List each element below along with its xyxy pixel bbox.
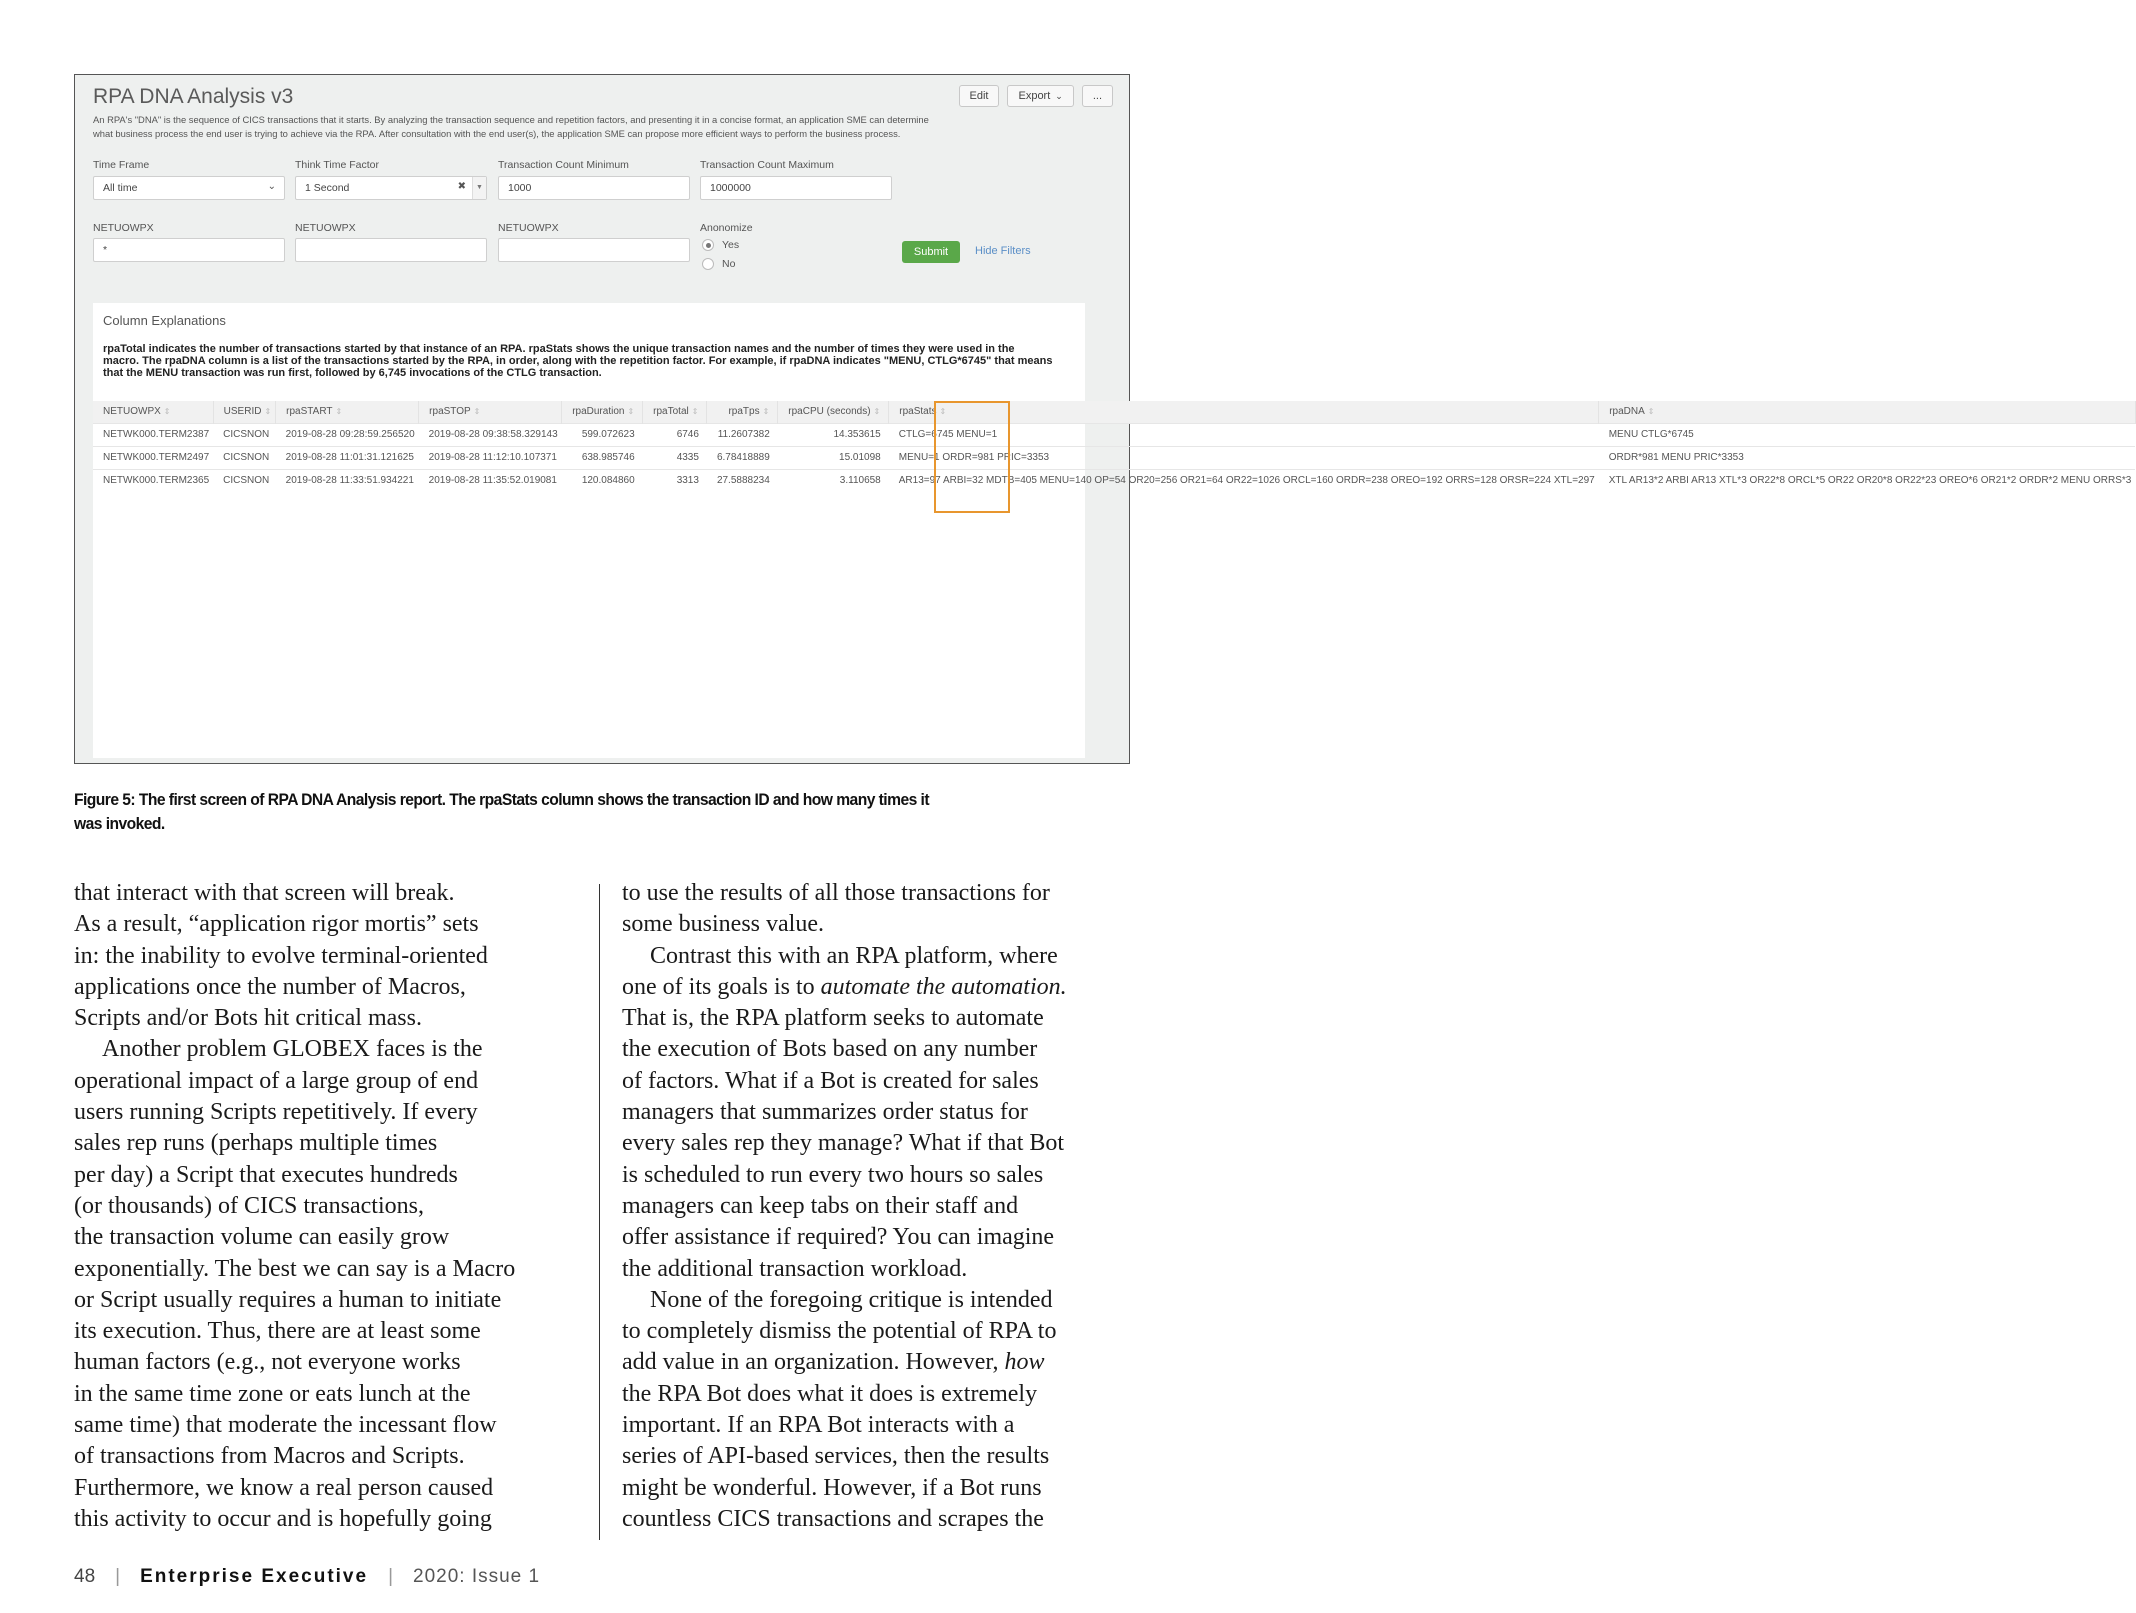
anonomize-no-label: No	[722, 258, 736, 270]
text-line: series of API-based services, then the results	[622, 1443, 1050, 1470]
text-line: None of the foregoing critique is intended	[650, 1286, 1053, 1313]
cell-stats: CTLG=6745 MENU=1	[889, 423, 1599, 446]
publication-name: Enterprise Executive	[140, 1566, 369, 1587]
header-label: rpaCPU (seconds)	[788, 406, 871, 418]
text-line: Furthermore, we know a real person caused	[74, 1474, 494, 1501]
results-table	[93, 401, 2136, 492]
text-line: the additional transaction workload.	[622, 1255, 968, 1282]
edit-label: Edit	[969, 90, 989, 102]
cell-tps: 27.5888234	[707, 469, 778, 492]
more-button[interactable]	[1082, 85, 1113, 107]
text-line: the transaction volume can easily grow	[74, 1224, 450, 1251]
time-frame-label: Time Frame	[93, 159, 150, 171]
cell-netuowpx: NETWK000.TERM2497	[93, 446, 213, 469]
netuowpx-3-label: NETUOWPX	[498, 222, 559, 234]
footer-separator: |	[115, 1566, 121, 1587]
count-min-input[interactable]	[498, 176, 690, 200]
page-footer	[74, 1566, 540, 1588]
text-line: or Script usually requires a human to initiate	[74, 1286, 502, 1313]
cell-cpu: 15.01098	[778, 446, 889, 469]
rpastats-highlight	[934, 401, 1010, 513]
cell-tps: 6.78418889	[707, 446, 778, 469]
count-min-value: 1000	[508, 182, 532, 194]
cell-dna: MENU CTLG*6745	[1599, 423, 2136, 446]
text-line: Another problem GLOBEX faces is the	[102, 1036, 483, 1063]
cell-total: 6746	[643, 423, 707, 446]
netuowpx-3-input[interactable]	[498, 238, 690, 262]
cell-netuowpx: NETWK000.TERM2387	[93, 423, 213, 446]
col-header-rpatps[interactable]	[707, 401, 778, 423]
think-time-value: 1 Second	[305, 182, 350, 194]
netuowpx-2-input[interactable]	[295, 238, 487, 262]
rpa-dashboard	[93, 83, 2132, 758]
text-line	[622, 1347, 1142, 1378]
text-line: exponentially. The best we can say is a Macro	[74, 1255, 516, 1282]
cell-total: 3313	[643, 469, 707, 492]
cell-stop: 2019-08-28 11:35:52.019081	[419, 469, 562, 492]
cell-userid: CICSNON	[213, 469, 276, 492]
hide-filters-link[interactable]: Hide Filters	[975, 245, 1031, 257]
figure-caption: Figure 5: The first screen of RPA DNA Analysis report. The rpaStats column shows the transaction ID and how many times it was invoked.	[74, 790, 929, 833]
italic-emphasis: automate the automation.	[820, 973, 1067, 1000]
col-header-rpacpu[interactable]	[778, 401, 889, 423]
text-line: in: the inability to evolve terminal-oriented	[74, 942, 488, 969]
text-line: every sales rep they manage? What if that Bot	[622, 1130, 1065, 1157]
cell-duration: 599.072623	[562, 423, 643, 446]
chevron-down-icon: ⌄	[267, 181, 276, 192]
col-header-rpastart[interactable]	[276, 401, 419, 423]
text-line: (or thousands) of CICS transactions,	[74, 1192, 424, 1219]
anonomize-yes-option[interactable]	[702, 239, 739, 251]
cell-stats: AR13=97 ARBI=32 MDTB=405 MENU=140 OP=54 OR20=256 OR21=64 OR22=1026 ORCL=160 ORDR=238 OREO=192 ORRS=128 ORSR=224 XTL=297	[889, 469, 1599, 492]
text-line: countless CICS transactions and scrapes the	[622, 1505, 1044, 1532]
cell-start: 2019-08-28 11:33:51.934221	[276, 469, 419, 492]
text-line: applications once the number of Macros,	[74, 973, 466, 1000]
text-line: users running Scripts repetitively. If every	[74, 1099, 478, 1126]
panel-title: Column Explanations	[103, 313, 226, 328]
time-frame-value: All time	[103, 182, 138, 194]
text-line: of transactions from Macros and Scripts.	[74, 1443, 465, 1470]
col-header-rpatotal[interactable]	[643, 401, 707, 423]
text-line: As a result, “application rigor mortis” sets	[74, 911, 479, 938]
cell-start: 2019-08-28 09:28:59.256520	[276, 423, 419, 446]
text-line: might be wonderful. However, if a Bot runs	[622, 1474, 1042, 1501]
column-explanations-text: rpaTotal indicates the number of transactions started by that instance of an RPA. rpaStats shows the unique transaction names and the number of times they were used in the macro. The rpaDNA column is a list of the transactions started by the RPA, in order, along with the repetition factor. For example, if rpaDNA indicates "MENU, CTLG*6745" that means that the MENU transaction was run first, followed by 6,745 invocations of the CTLG transaction.	[103, 343, 1053, 379]
column-divider	[599, 884, 600, 1540]
cell-stop: 2019-08-28 11:12:10.107371	[419, 446, 562, 469]
cell-start: 2019-08-28 11:01:31.121625	[276, 446, 419, 469]
export-button[interactable]	[1007, 85, 1073, 107]
issue-label: 2020: Issue 1	[413, 1566, 541, 1587]
text-line: human factors (e.g., not everyone works	[74, 1349, 461, 1376]
table-row[interactable]	[93, 423, 2135, 446]
cell-userid: CICSNON	[213, 446, 276, 469]
anonomize-label: Anonomize	[700, 222, 753, 234]
more-label: ...	[1092, 90, 1102, 102]
text-line: is scheduled to run every two hours so sales	[622, 1161, 1044, 1188]
results-panel	[93, 303, 2132, 758]
sort-icon: ⇕	[163, 407, 171, 417]
cell-cpu: 14.353615	[778, 423, 889, 446]
text-line: same time) that moderate the incessant flow	[74, 1412, 497, 1439]
time-frame-select[interactable]	[93, 176, 285, 200]
count-max-label: Transaction Count Maximum	[700, 159, 834, 171]
cell-stats: MENU=1 ORDR=981 PRIC=3353	[889, 446, 1599, 469]
text-line: Contrast this with an RPA platform, where	[650, 942, 1058, 969]
radio-unselected-icon[interactable]	[702, 258, 714, 270]
anonomize-yes-label: Yes	[722, 239, 740, 251]
anonomize-no-option[interactable]	[702, 258, 735, 270]
netuowpx-1-value: *	[103, 244, 108, 256]
text-line: its execution. Thus, there are at least some	[74, 1318, 481, 1345]
sort-icon: ⇕	[939, 407, 947, 417]
sort-icon: ⇕	[264, 407, 272, 417]
toolbar	[959, 85, 1113, 107]
col-header-rpaduration[interactable]	[562, 401, 643, 423]
header-label: rpaTps	[728, 406, 760, 418]
body-column-left	[74, 878, 574, 1535]
edit-button[interactable]	[959, 85, 1000, 107]
radio-selected-icon[interactable]	[702, 239, 714, 251]
sort-icon: ⇕	[335, 407, 343, 417]
text-line: offer assistance if required? You can imagine	[622, 1224, 1055, 1251]
header-label: USERID	[223, 406, 262, 418]
sort-icon: ⇕	[1647, 407, 1655, 417]
text-line: sales rep runs (perhaps multiple times	[74, 1130, 438, 1157]
table-row[interactable]	[93, 446, 2135, 469]
header-label: rpaSTOP	[429, 406, 471, 418]
cell-duration: 638.985746	[562, 446, 643, 469]
sort-icon: ⇕	[691, 407, 699, 417]
chevron-down-icon: ⌄	[1055, 91, 1063, 101]
text-line: some business value.	[622, 911, 824, 938]
col-header-rpastop[interactable]	[419, 401, 562, 423]
page-number: 48	[74, 1566, 96, 1587]
text-line: managers can keep tabs on their staff and	[622, 1192, 1019, 1219]
col-header-rpadna[interactable]	[1599, 401, 2136, 423]
header-label: rpaDNA	[1609, 406, 1645, 418]
text-line	[622, 972, 1142, 1003]
count-max-value: 1000000	[710, 182, 751, 194]
submit-button[interactable]: Submit	[902, 241, 960, 263]
col-header-userid[interactable]	[213, 401, 276, 423]
header-label: rpaTotal	[653, 406, 689, 418]
clear-icon[interactable]: ✖	[457, 181, 466, 192]
sort-icon: ⇕	[873, 407, 881, 417]
italic-emphasis: how	[1004, 1349, 1045, 1376]
text-line: to completely dismiss the potential of RPA to	[622, 1318, 1057, 1345]
cell-netuowpx: NETWK000.TERM2365	[93, 469, 213, 492]
table-row[interactable]	[93, 469, 2135, 492]
think-time-label: Think Time Factor	[295, 159, 380, 171]
header-label: rpaDuration	[572, 406, 625, 418]
cell-dna: XTL AR13*2 ARBI AR13 XTL*3 OR22*8 ORCL*5 OR22 OR20*8 OR22*23 OREO*6 OR21*2 ORDR*2 MENU ORRS*3	[1599, 469, 2136, 492]
text-line: per day) a Script that executes hundreds	[74, 1161, 458, 1188]
header-label: rpaStats	[899, 406, 937, 418]
netuowpx-1-input[interactable]	[93, 238, 285, 262]
text-line: managers that summarizes order status for	[622, 1099, 1028, 1126]
sort-icon: ⇕	[473, 407, 481, 417]
netuowpx-1-label: NETUOWPX	[93, 222, 154, 234]
cell-dna: ORDR*981 MENU PRIC*3353	[1599, 446, 2136, 469]
cell-duration: 120.084860	[562, 469, 643, 492]
think-time-select[interactable]	[295, 176, 487, 200]
cell-cpu: 3.110658	[778, 469, 889, 492]
sort-icon: ⇕	[627, 407, 635, 417]
text-line: operational impact of a large group of end	[74, 1067, 479, 1094]
table-header-row	[93, 401, 2135, 423]
count-max-input[interactable]	[700, 176, 892, 200]
export-label: Export	[1018, 90, 1051, 102]
cell-tps: 11.2607382	[707, 423, 778, 446]
text-segment: one of its goals is to	[622, 973, 821, 1000]
dashboard-title: RPA DNA Analysis v3	[93, 85, 294, 108]
dashboard-description: An RPA's "DNA" is the sequence of CICS transactions that it starts. By analyzing the transaction sequence and repetition factors, and presenting it in a concise format, an application SME can determine what business process the end user is trying to achieve via the RPA. After consultation with the end user(s), the application SME can propose more efficient ways to perform the business process.	[93, 114, 929, 139]
cell-stop: 2019-08-28 09:38:58.329143	[419, 423, 562, 446]
text-line: important. If an RPA Bot interacts with a	[622, 1412, 1015, 1439]
col-header-netuowpx[interactable]	[93, 401, 213, 423]
dropdown-arrow-icon[interactable]: ▼	[472, 177, 486, 199]
figure-screenshot	[74, 74, 2132, 764]
header-label: rpaSTART	[286, 406, 333, 418]
footer-separator: |	[388, 1566, 393, 1587]
text-line: of factors. What if a Bot is created for sales	[622, 1067, 1039, 1094]
text-line: this activity to occur and is hopefully going	[74, 1505, 492, 1532]
count-min-label: Transaction Count Minimum	[498, 159, 629, 171]
netuowpx-2-label: NETUOWPX	[295, 222, 356, 234]
cell-total: 4335	[643, 446, 707, 469]
header-label: NETUOWPX	[103, 406, 161, 418]
body-column-right	[622, 878, 1142, 1535]
text-line: to use the results of all those transactions for	[622, 880, 1050, 906]
text-line: that interact with that screen will break.	[74, 880, 455, 906]
cell-userid: CICSNON	[213, 423, 276, 446]
text-line: the execution of Bots based on any number	[622, 1036, 1038, 1063]
sort-icon: ⇕	[762, 407, 770, 417]
text-line: in the same time zone or eats lunch at the	[74, 1380, 471, 1407]
text-segment: add value in an organization. However,	[622, 1349, 1005, 1376]
text-line: the RPA Bot does what it does is extremely	[622, 1380, 1038, 1407]
text-line: That is, the RPA platform seeks to automate	[622, 1005, 1044, 1032]
text-line: Scripts and/or Bots hit critical mass.	[74, 1005, 422, 1032]
